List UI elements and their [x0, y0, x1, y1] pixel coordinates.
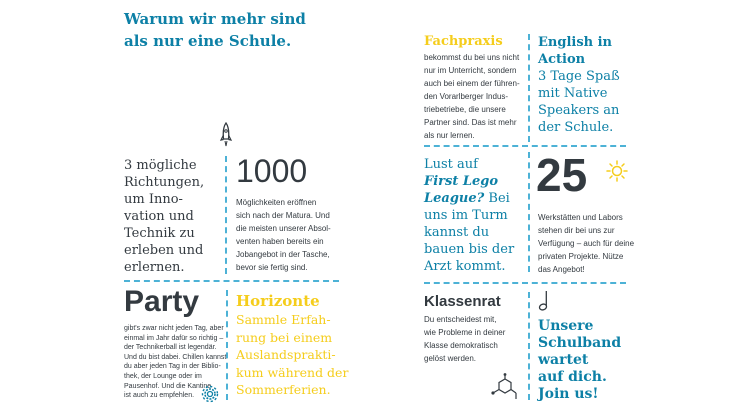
divider: [528, 292, 530, 400]
music-note-icon: [538, 290, 552, 312]
sun-icon: [606, 160, 628, 182]
thousand-number: 1000: [236, 153, 308, 189]
horizonte-title: Horizonte: [236, 292, 320, 310]
klassenrat-title: Klassenrat: [424, 293, 501, 310]
english-text: 3 Tage Spaß mit Native Speakers an der Schule.: [538, 69, 620, 135]
divider: [225, 156, 227, 274]
divider: [528, 34, 530, 142]
divider: [424, 145, 626, 147]
lego-rest: Bei uns im Turm kannst du bauen bis der Arzt kommt.: [424, 191, 515, 274]
rocket-icon: [219, 122, 233, 148]
horizonte-text: Sammle Erfah- rung bei einem Auslandsprakti- kum während der Sommerferien.: [236, 312, 349, 397]
workshops-number: 25: [536, 149, 588, 201]
lego-league: First Lego League?: [424, 174, 499, 206]
lego-text: [424, 156, 528, 275]
molecule-icon: [490, 373, 520, 401]
thousand-text: Möglichkeiten eröffnen sich nach der Matura. Und die meisten unserer Absol- venten haben bereits ein Jobangebot in der Tasche, bevor sie fertig sind.: [236, 198, 331, 272]
divider: [528, 152, 530, 272]
party-title: Party: [124, 285, 200, 318]
party-text: gibt's zwar nicht jeden Tag, aber einmal im Jahr dafür so richtig – der Technikerball ist legendär. Und du bist dabei. Chillen kannst du aber jeden Tag in der Biblio- thek, der Lounge oder im Pausenhof. Und die Kantine ist auch zu empfehlen.: [124, 325, 227, 400]
divider: [124, 280, 339, 282]
workshops-text: Werkstätten und Labors stehen dir bei uns zur Verfügung – auch für deine privaten Projekte. Nütze das Angebot!: [538, 213, 635, 274]
klassenrat-text: Du entscheidest mit, wie Probleme in deiner Klasse demokratisch gelöst werden.: [424, 315, 506, 363]
gear-icon: [201, 385, 219, 403]
fachpraxis-text: bekommst du bei uns nicht nur im Unterricht, sondern auch bei einem der führen- den Vorarlberger Indus- triebetriebe, die unsere Partner sind. Das ist mehr als nur lernen.: [424, 53, 520, 140]
english-title: English in Action: [538, 35, 613, 67]
divider: [424, 282, 626, 284]
fachpraxis-title: Fachpraxis: [424, 34, 503, 49]
lego-line1: Lust auf: [424, 157, 478, 172]
schulband-text: Unsere Schulband wartet auf dich. Join us!: [538, 318, 622, 402]
headline: Warum wir mehr sind als nur eine Schule.: [124, 10, 306, 50]
richtungen-text: 3 mögliche Richtungen, um Inno- vation und Technik zu erleben und erlernen.: [124, 158, 205, 275]
